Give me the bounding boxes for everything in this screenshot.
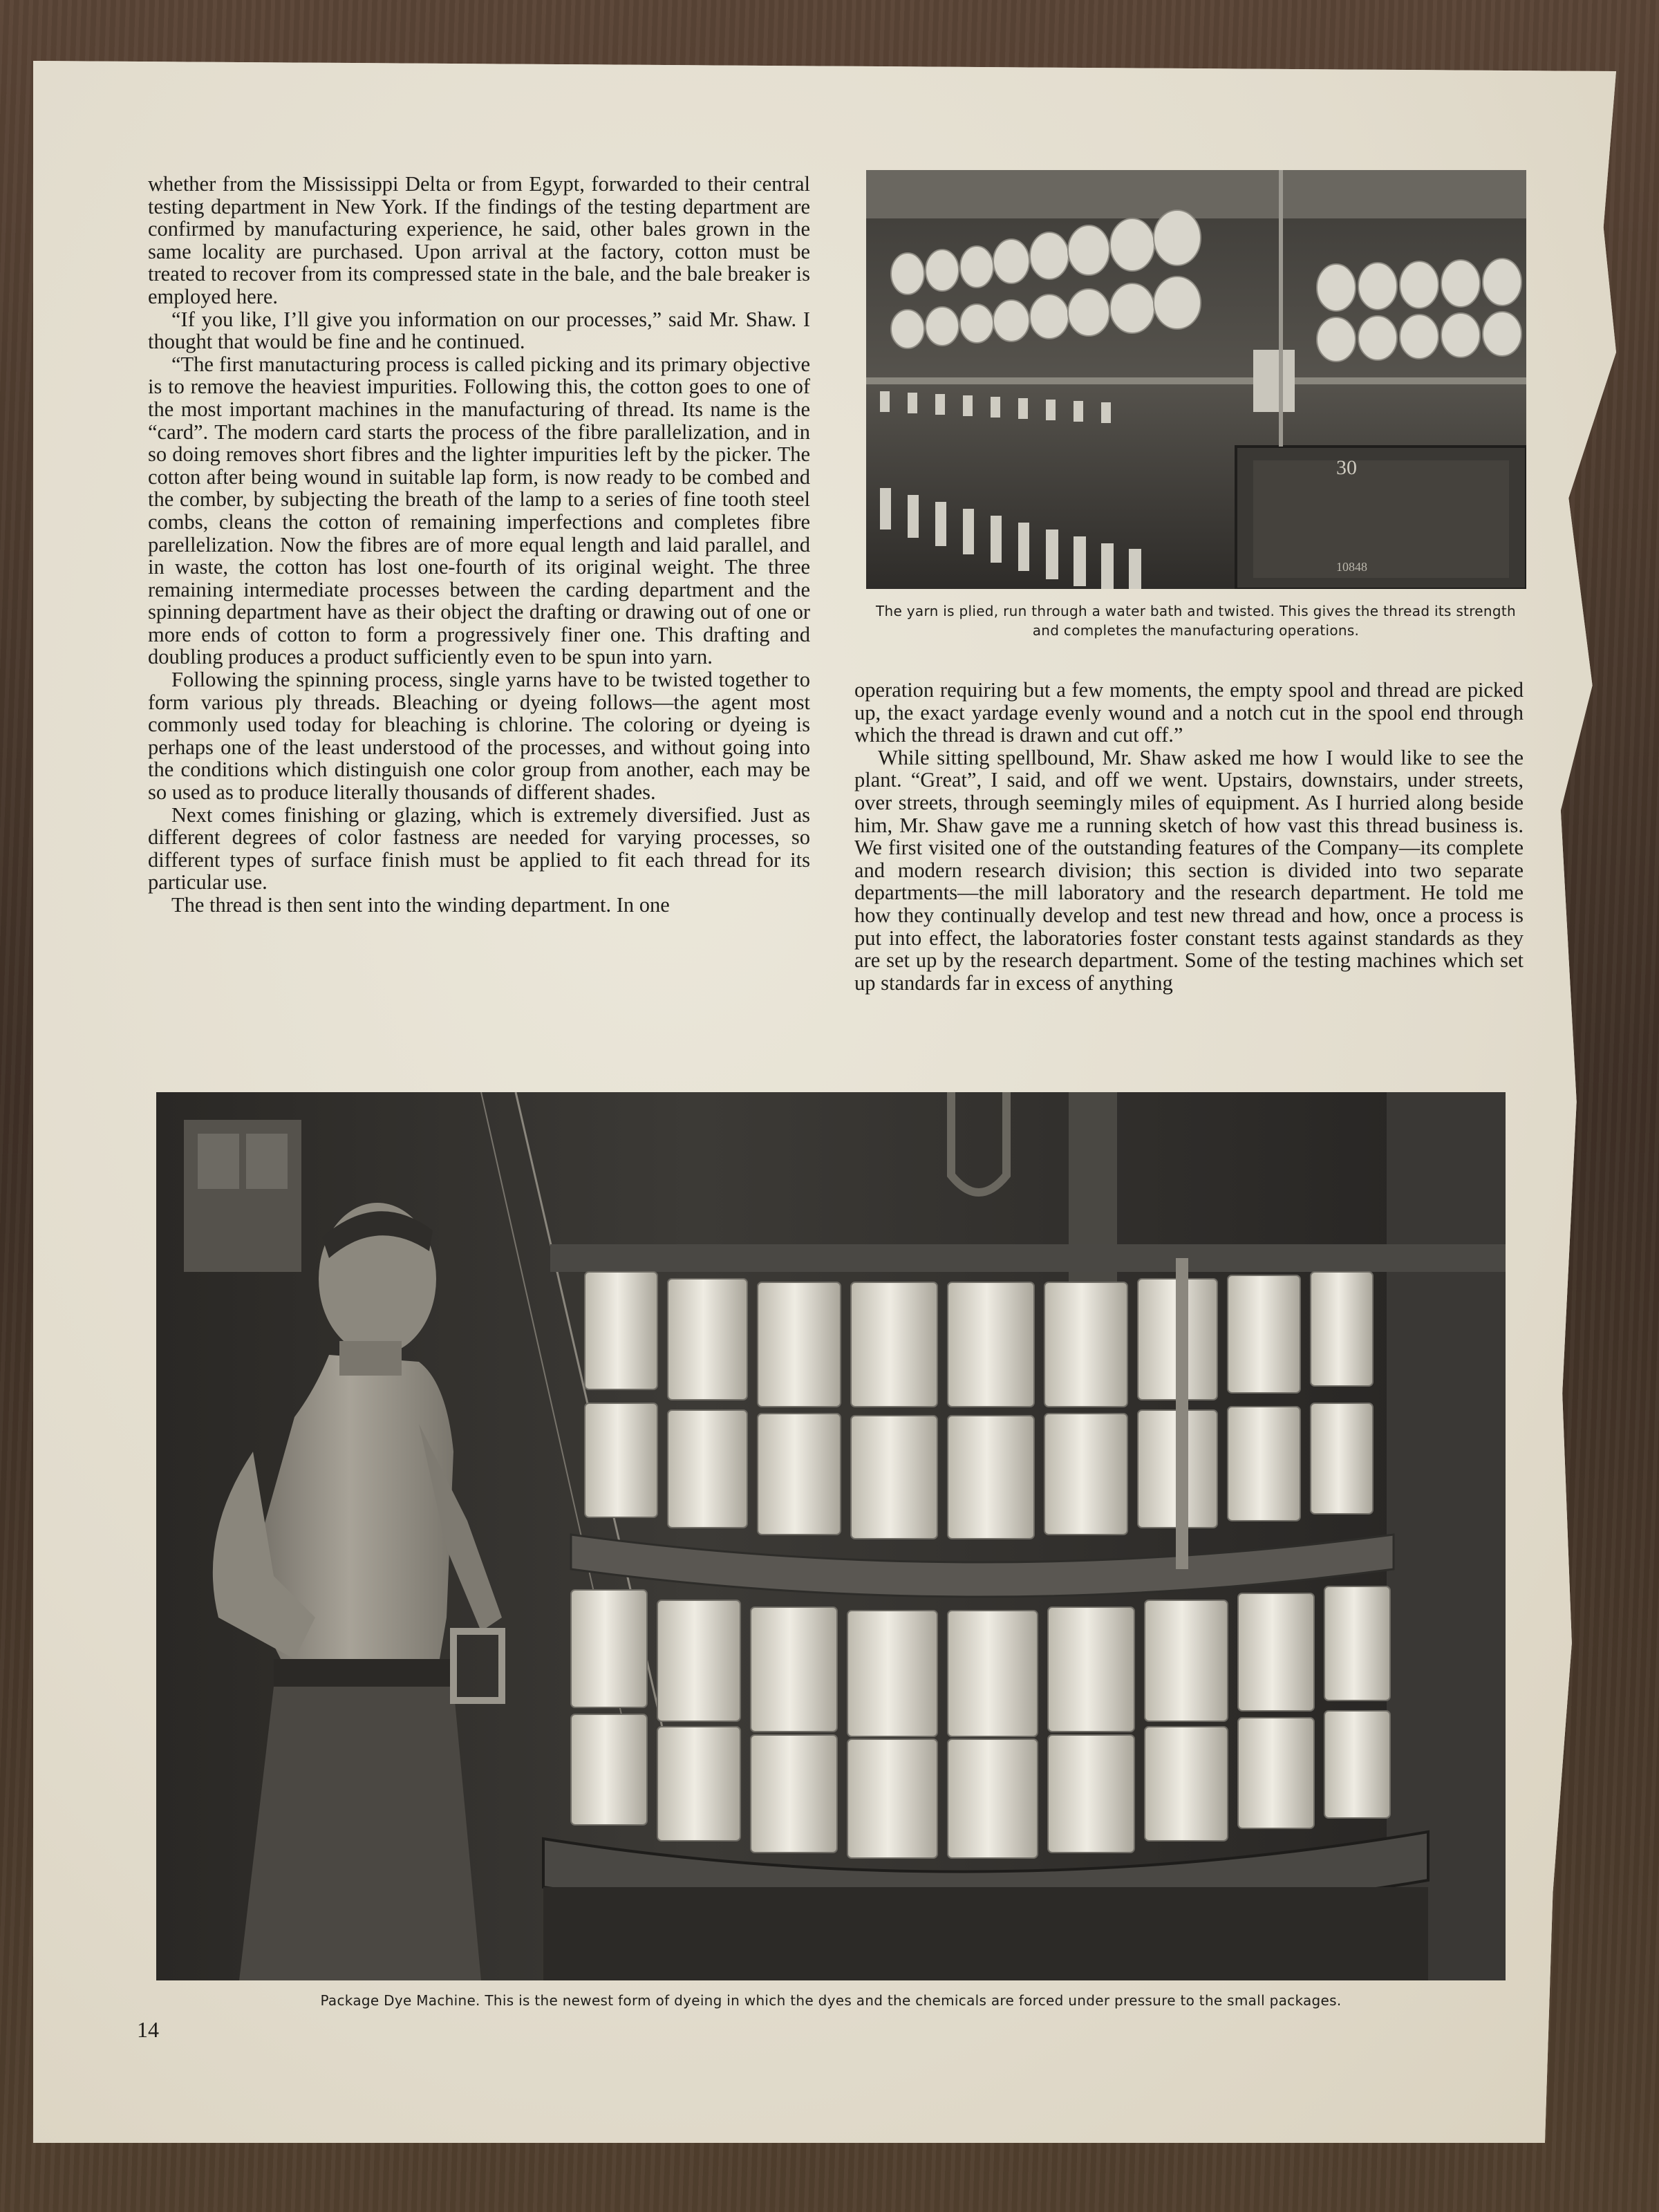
page-number: 14 xyxy=(137,2017,159,2042)
top-photo-caption: The yarn is plied, run through a water bath and twisted. This gives the thread its strength and completes the manufacturing operations. xyxy=(876,603,1516,639)
article-right-column xyxy=(854,679,1524,1066)
machine-number: 30 xyxy=(1336,456,1357,479)
twisting-machine-photo xyxy=(866,170,1526,589)
paragraph: operation requiring but a few moments, the empty spool and thread are picked up, the exact yardage evenly wound and a notch cut in the spool end through which the thread is drawn and cut off.” xyxy=(854,679,1524,747)
package-dye-machine-photo xyxy=(156,1092,1506,1980)
paragraph: Next comes finishing or glazing, which is extremely diversified. Just as different degrees of color fastness are needed for varying processes, so different types of surface finish must be applied to fit each thread for its particular use. xyxy=(148,803,810,894)
paragraph: “The first manutacturing process is called picking and its primary objective is to remove the heaviest impurities. Following this, the cotton goes to one of the most important machines in the manufacturing of thread. Its name is the “card”. The modern card starts the process of the fibre parallelization, and in so doing removes short fibres and the lighter impurities left by the picker. The cotton after being wound in suitable lap form, is now ready to be combed and the comber, by subjecting the breath of the lamp to a series of fine tooth steel combs, cleans the cotton of remaining imperfections and completes fibre parellelization. Now the fibres are of more equal length and laid parallel, and in waste, the cotton has lost one-fourth of its original weight. The three remaining intermediate processes between the carding department and the spinning department have as their object the drafting or drawing out of one or more ends of cotton to form a progressively finer one. This drafting and doubling produces a product sufficiently even to be spun into yarn. xyxy=(148,352,810,669)
paragraph: “If you like, I’ll give you information on our processes,” said Mr. Shaw. I thought that would be fine and he continued. xyxy=(148,307,810,354)
bottom-photo-caption: Package Dye Machine. This is the newest form of dyeing in which the dyes and the chemicals are forced under pressure to the small packages. xyxy=(320,1992,1342,2009)
paragraph: While sitting spellbound, Mr. Shaw asked me how I would like to see the plant. “Great”, I said, and off we went. Upstairs, downstairs, under streets, over streets, through seemingly miles of equipment. As I hurried along beside him, Mr. Shaw gave me a running sketch of how vast this thread business is. We first visited one of the outstanding features of the Company—its complete and modern research division; this section is divided into two separate departments—the mill laboratory and the research department. He told me how they continually develop and test new thread and how, once a process is put into effect, the laboratories foster constant tests against standards as they are set up by the research department. Some of the testing machines which set up standards far in excess of anything xyxy=(854,745,1524,995)
paragraph: Following the spinning process, single yarns have to be twisted together to form various ply threads. Bleaching or dyeing follows—the agent most commonly used today for bleaching is chlorine. The coloring or dyeing is perhaps one of the least understood of the processes, and without going into the conditions which distinguish one color group from another, each may be so used as to produce literally thousands of different shades. xyxy=(148,668,810,805)
plate-number: 10848 xyxy=(1336,560,1367,574)
paragraph: The thread is then sent into the winding department. In one xyxy=(171,893,670,917)
paragraph: whether from the Mississippi Delta or from Egypt, forwarded to their central testing department in New York. If the findings of the testing department are confirmed by manufacturing experience, he said, other bales grown in the same locality are purchased. Upon arrival at the factory, cotton must be treated to recover from its compressed state in the bale, and the bale breaker is employed here. xyxy=(148,173,810,308)
article-left-column xyxy=(148,173,810,1065)
